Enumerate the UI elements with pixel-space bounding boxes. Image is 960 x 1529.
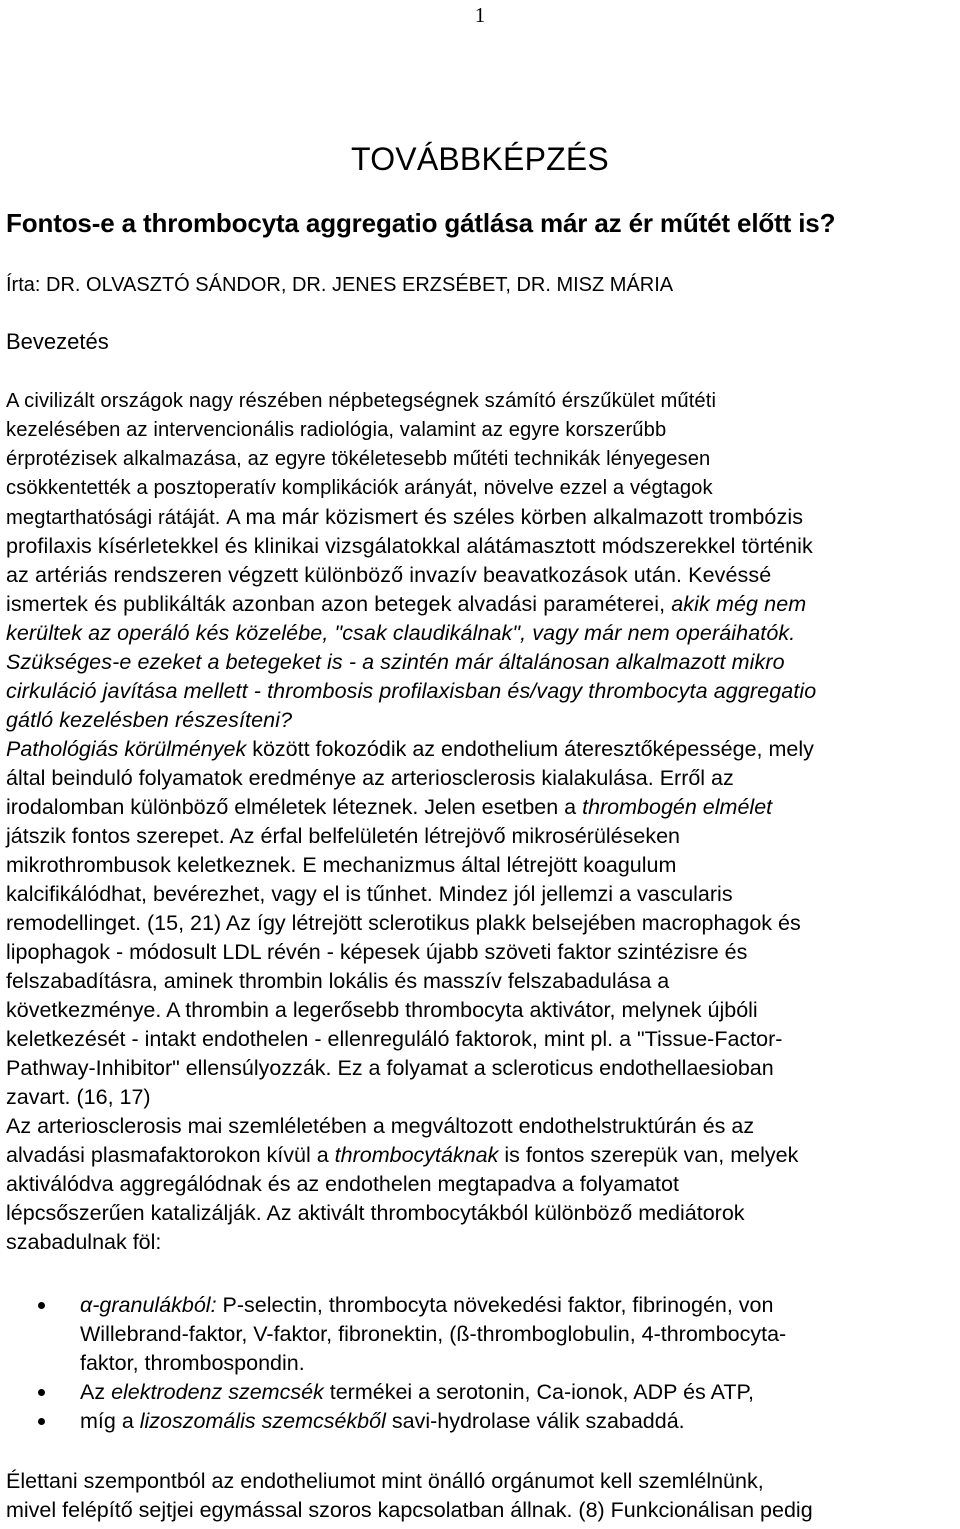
text-line bbox=[80, 1378, 960, 1406]
text-line bbox=[6, 561, 956, 589]
text-line: Az arteriosclerosis mai szemléletében a megváltozott endothelstruktúrán és az bbox=[6, 1114, 755, 1138]
text-span: Az bbox=[80, 1380, 112, 1404]
text-line: Pathway-Inhibitor" ellensúlyozzák. Ez a folyamat a scleroticus endothellaesioban bbox=[6, 1056, 774, 1080]
bullet-icon bbox=[38, 1389, 45, 1396]
italic-span: Pathológiás körülmények bbox=[6, 737, 247, 761]
article-title: Fontos-e a thrombocyta aggregatio gátlása már az ér műtét előtt is? bbox=[6, 208, 836, 238]
text-line bbox=[80, 1291, 960, 1319]
section-label: TOVÁBBKÉPZÉS bbox=[351, 141, 609, 177]
text-line bbox=[6, 590, 956, 618]
italic-span: elektrodenz szemcsék bbox=[111, 1380, 324, 1404]
italic-span: Szükséges-e ezeket a betegeket is - a szintén már általánosan alkalmazott mikro bbox=[6, 650, 785, 674]
text-line bbox=[6, 735, 956, 763]
text-span: megtarthatósági rátáját. bbox=[6, 507, 221, 529]
text-span: míg a bbox=[80, 1409, 140, 1433]
text-line: aktiválódva aggregálódnak és az endothelen megtapadva a folyamatot bbox=[6, 1172, 679, 1196]
text-line: mikrothrombusok keletkeznek. E mechanizmus által létrejött koagulum bbox=[6, 853, 677, 877]
text-span: A ma már közismert és széles körben alkalmazott trombózis bbox=[226, 505, 804, 529]
text-line bbox=[80, 1407, 960, 1435]
section-heading: Bevezetés bbox=[6, 329, 109, 354]
text-span: között fokozódik az endothelium áteresztőképessége, mely bbox=[246, 737, 814, 761]
text-line: Willebrand-faktor, V-faktor, fibronektin, (ß-thromboglobulin, 4-thrombocyta- bbox=[80, 1322, 787, 1346]
bullet-icon bbox=[38, 1418, 45, 1425]
bullet-icon bbox=[38, 1302, 45, 1309]
text-line bbox=[6, 1141, 956, 1169]
text-line: zavart. (16, 17) bbox=[6, 1085, 151, 1109]
text-line: szabadulnak föl: bbox=[6, 1230, 162, 1254]
page-number: 1 bbox=[474, 3, 486, 27]
text-line: A civilizált országok nagy részében népbetegségnek számító érszűkület műtéti bbox=[6, 390, 717, 412]
text-line: érprotézisek alkalmazása, az egyre tökéletesebb műtéti technikák lényegesen bbox=[6, 448, 711, 470]
text-span: alvadási plasmafaktorokon kívül a bbox=[6, 1143, 335, 1167]
text-line: remodellinget. (15, 21) Az így létrejött sclerotikus plakk belsejében macrophagok és bbox=[6, 911, 801, 935]
italic-span: thrombocytáknak bbox=[334, 1143, 499, 1167]
text-line bbox=[6, 503, 956, 532]
text-span: P-selectin, thrombocyta növekedési faktor, fibrinogén, von bbox=[216, 1293, 774, 1317]
byline: Írta: DR. OLVASZTÓ SÁNDOR, DR. JENES ERZSÉBET, DR. MISZ MÁRIA bbox=[6, 274, 674, 296]
text-line: következménye. A thrombin a legerősebb thrombocyta aktivátor, melynek újbóli bbox=[6, 998, 758, 1022]
italic-span: α-granulákból: bbox=[80, 1293, 217, 1317]
italic-span: kerültek az operáló kés közelébe, "csak claudikálnak", vagy már nem operáihatók. bbox=[6, 621, 796, 645]
text-line: keletkezését - intakt endothelen - ellenreguláló faktorok, mint pl. a "Tissue-Factor- bbox=[6, 1027, 783, 1051]
italic-span: thrombogén elmélet bbox=[582, 795, 773, 819]
text-line: játszik fontos szerepet. Az érfal belfelületén létrejövő mikrosérüléseken bbox=[6, 824, 681, 848]
text-line: által beinduló folyamatok eredménye az arteriosclerosis kialakulása. Erről az bbox=[6, 766, 734, 790]
text-line: lipophagok - módosult LDL révén - képesek újabb szöveti faktor szintézisre és bbox=[6, 940, 748, 964]
text-span: ismertek és publikálták azonban azon betegek alvadási paraméterei, bbox=[6, 592, 666, 616]
text-line: felszabadításra, aminek thrombin lokális és masszív felszabadulása a bbox=[6, 969, 670, 993]
text-line: kalcifikálódhat, bevérezhet, vagy el is tűnhet. Mindez jól jellemzi a vascularis bbox=[6, 882, 733, 906]
text-line: Élettani szempontból az endotheliumot mint önálló orgánumot kell szemlélnünk, bbox=[6, 1469, 764, 1493]
text-span: irodalomban különböző elméletek léteznek. Jelen esetben a bbox=[6, 795, 583, 819]
text-line bbox=[6, 793, 956, 821]
text-line bbox=[6, 706, 956, 734]
italic-span: gátló kezelésben részesíteni? bbox=[6, 708, 293, 732]
text-line: mivel felépítő sejtjei egymással szoros kapcsolatban állnak. (8) Funkcionálisan pedig bbox=[6, 1498, 813, 1522]
text-line: profilaxis kísérletekkel és klinikai vizsgálatokkal alátámasztott módszerekkel történik bbox=[6, 534, 813, 558]
text-span: savi-hydrolase válik szabaddá. bbox=[385, 1409, 685, 1433]
text-line bbox=[6, 677, 956, 705]
text-line bbox=[6, 619, 956, 647]
text-span: is fontos szerepük van, melyek bbox=[498, 1143, 799, 1167]
text-line: kezelésében az intervencionális radiológia, valamint az egyre korszerűbb bbox=[6, 419, 667, 441]
text-span: az artériás rendszeren végzett különböző invazív beavatkozások után. bbox=[6, 563, 683, 587]
text-line: faktor, thrombospondin. bbox=[80, 1351, 305, 1375]
italic-span: lizoszomális szemcsékből bbox=[139, 1409, 386, 1433]
text-span: Kevéssé bbox=[688, 563, 772, 587]
text-span: termékei a serotonin, Ca-ionok, ADP és ATP, bbox=[323, 1380, 755, 1404]
italic-span: akik még nem bbox=[671, 592, 807, 616]
text-line: lépcsőszerűen katalizálják. Az aktivált thrombocytákból különböző mediátorok bbox=[6, 1201, 745, 1225]
text-line: csökkentették a posztoperatív komplikációk arányát, növelve ezzel a végtagok bbox=[6, 477, 713, 499]
text-line bbox=[6, 648, 956, 676]
italic-span: cirkuláció javítása mellett - thrombosis profilaxisban és/vagy thrombocyta aggregatio bbox=[6, 679, 817, 703]
